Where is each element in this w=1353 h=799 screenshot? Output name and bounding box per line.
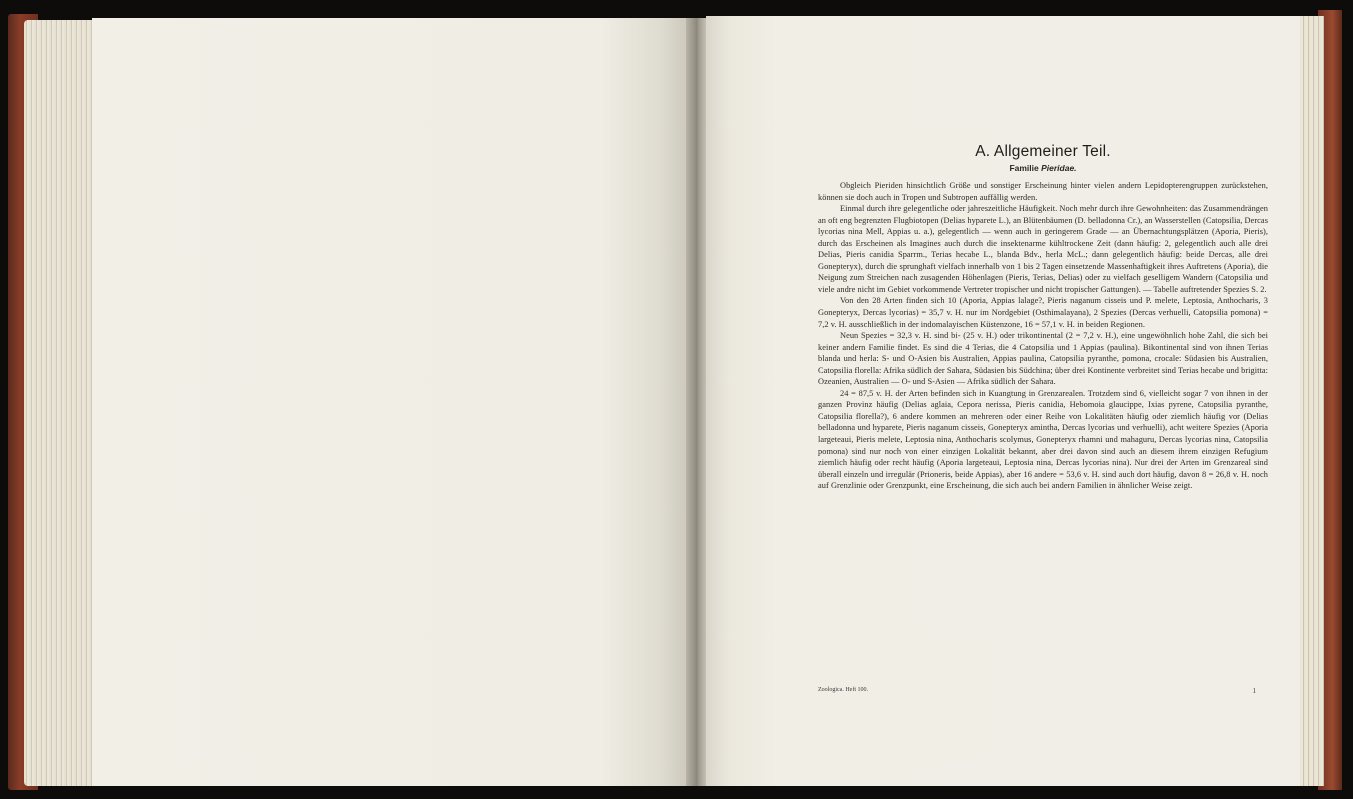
paragraph-4: Neun Spezies = 32,3 v. H. sind bi- (25 v. H.) oder trikontinental (2 = 7,2 v. H.), eine ungewöhnlich hohe Zahl, die sich bei keiner andern Familie findet. Es sind die 4 Terias, die 4 Catopsilia und 1 Appias (paulina). Bikontinental sind von ihnen Terias blanda und herla: S- und O-Asien bis Australien, Appias paulina, Catopsilia pyranthe, pomona, crocale: Südasien bis Australien, Catopsilia florella: Afrika südlich der Sahara, Südasien bis Südchina; über drei Kontinente verbreitet sind Terias hecabe und brigitta: Ozeanien, Australien — O- und S-Asien — Afrika südlich der Sahara.	[818, 331, 1268, 387]
right-page	[706, 16, 1300, 786]
paragraph-2: Einmal durch ihre gelegentliche oder jahreszeitliche Häufigkeit. Noch mehr durch ihre Gewohnheiten: das Zusammendrängen an oft eng begrenzten Flugbiotopen (Delias hyparete L.), an Blütenbäumen (D. belladonna Cr.), an Wasserstellen (Catopsilia, Dercas lycorias nina Mell, Appias u. a.), gelegentlich — wenn auch in geringerem Grade — an Übernachtungsplätzen (Aporia, Pieris), durch das Erscheinen als Imagines auch durch die insektenarme kühltrockene Zeit (dann häufig: 2, gelegentlich auch alle drei Delias, Pieris canidia Sparrm., Terias hecabe L., blanda Bdv., herla McL.; dann gelegentlich häufig: beide Dercas, alle drei Gonepteryx), durch die sprunghaft vielfach innerhalb von 1 bis 2 Tagen einsetzende Massenhaftigkeit ihres Auftretens (Aporia), die Neigung zum Streichen nach zusagenden Höhenlagen (Pieris, Terias, Delias) oder zu vielfach geselligem Wandern (Catopsilia und viele andre nicht im Gebiet vorkommende Vertreter tropischer und nicht tropischer Gattungen). — Tabelle auftretender Spezies S. 2.	[818, 204, 1268, 294]
page-edges-left	[24, 20, 96, 786]
page-text	[818, 142, 1268, 492]
family-subheading	[818, 162, 1268, 174]
page-footer	[818, 687, 1268, 697]
paragraph-1: Obgleich Pieriden hinsichtlich Größe und sonstiger Erscheinung hinter vielen andern Lepidopterengruppen zurückstehen, können sie doch auch in Tropen und Subtropen auffällig werden.	[818, 181, 1268, 202]
paragraph-3: Von den 28 Arten finden sich 10 (Aporia, Appias lalage?, Pieris naganum cisseis und P. melete, Leptosia, Anthocharis, 3 Gonepteryx, Dercas lycorias) = 35,7 v. H. nur im Nordgebiet (Osthimalayana), 2 Spezies (Dercas verhuelli, Catopsilia pomona) = 7,2 v. H. ausschließlich in der indomalayischen Küstenzone, 16 = 57,1 v. H. in beiden Regionen.	[818, 296, 1268, 329]
page-heading: A. Allgemeiner Teil.	[975, 143, 1111, 160]
left-page-blank	[92, 18, 692, 786]
page-edges-right	[1296, 16, 1324, 786]
paragraph-5: 24 = 87,5 v. H. der Arten befinden sich in Kuangtung in Grenzarealen. Trotzdem sind 6, vielleicht sogar 7 von ihnen in der ganzen Provinz häufig (Delias aglaia, Cepora nerissa, Pieris canidia, Hebomoia glaucippe, Ixias pyrene, Catopsilia pyranthe, Catopsilia florella?), 6 andere kommen an mehreren oder einer Reihe von Lokalitäten häufig oder ziemlich häufig vor (Delias belladonna und hyparete, Pieris naganum cisseis, Gonepteryx amintha, Dercas lycorias und verhuelli), acht weitere Spezies (Aporia largeteaui, Pieris melete, Leptosia nina, Anthocharis scolymus, Gonepteryx rhamni und mahaguru, Dercas lycorias nina, Catopsilia pomona) sind nur noch von einer einzigen Lokalität bekannt, aber drei davon sind auch an diesem ihrem einzigen Refugium ziemlich häufig oder recht häufig (Aporia largeteaui, Leptosia nina, Dercas lycorias nina). Nur drei der Arten im Grenzareal sind überall einzeln und irregulär (Prioneris, beide Appias), aber 16 andere = 53,6 v. H. sind auch dort häufig, davon 8 = 26,8 v. H. noch auf Grenzlinie oder Grenzpunkt, eine Erscheinung, die sich auch bei andern Familien in ähnlicher Weise zeigt.	[818, 388, 1268, 491]
family-name: Pieridae.	[1041, 163, 1077, 173]
subheading-prefix: Familie	[1009, 163, 1042, 173]
footer-signature: 1	[1252, 687, 1256, 695]
footer-journal: Zoologica. Heft 100.	[818, 687, 868, 693]
